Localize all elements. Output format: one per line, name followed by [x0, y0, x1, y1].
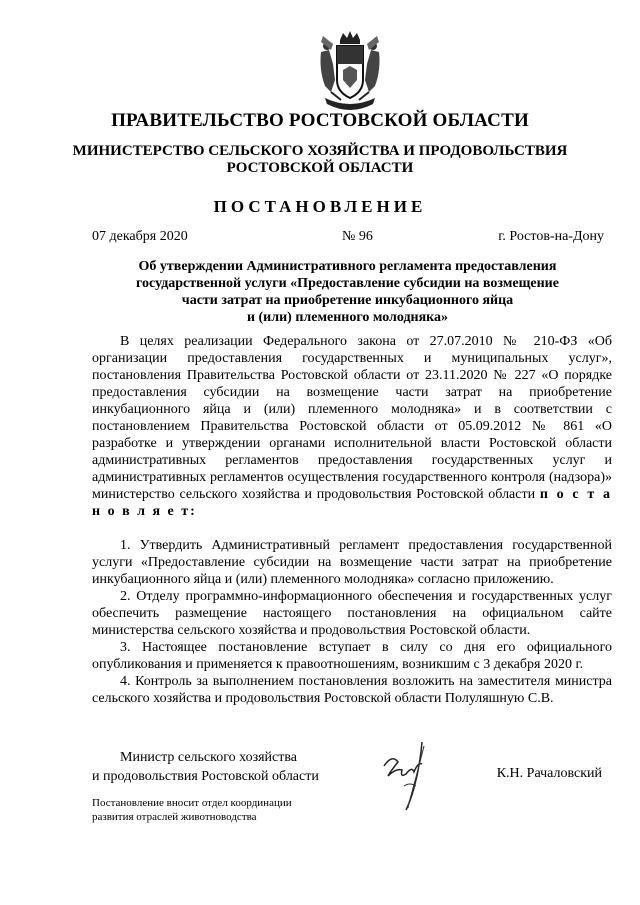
document-number: № 96: [342, 229, 373, 244]
document-city: г. Ростов-на-Дону: [498, 229, 604, 244]
signer-position-line-2: и продовольствия Ростовской области: [92, 769, 319, 784]
footnote-line-2: развития отраслей животноводства: [92, 811, 257, 823]
handwritten-signature-icon: [378, 736, 438, 816]
government-title: ПРАВИТЕЛЬСТВО РОСТОВСКОЙ ОБЛАСТИ: [111, 110, 529, 131]
ministry-name: [60, 143, 580, 177]
signer-position-line-1: Министр сельского хозяйства: [120, 750, 297, 765]
signer-name: К.Н. Рачаловский: [496, 766, 602, 781]
signer-position: [92, 748, 319, 786]
subject-line-4: и (или) племенного молодняка»: [246, 310, 449, 325]
document-footnote: [92, 796, 292, 824]
item-3: 3. Настоящее постановление вступает в силу со дня его официального опубликования и применяется к правоотношениям, возникшим с 3 декабря 2020 г.: [92, 640, 612, 672]
ministry-line-1: МИНИСТЕРСТВО СЕЛЬСКОГО ХОЗЯЙСТВА И ПРОДОВОЛЬСТВИЯ: [72, 143, 568, 159]
document-subject: [110, 258, 585, 326]
subject-line-2: государственной услуги «Предоставление субсидии на возмещение: [136, 276, 559, 291]
footnote-line-1: Постановление вносит отдел координации: [92, 797, 292, 809]
decree-word: п о с т а н о в л я е т:: [92, 487, 612, 519]
document-body: [92, 333, 612, 707]
preamble-text: В целях реализации Федерального закона от 27.07.2010 № 210-ФЗ «Об организации предоставления государственных и муниципальных услуг», постановления Правительства Ростовской области от 23.11.2020 № 227 «О порядке предоставления субсидии на возмещение части затрат на приобретение инкубационного яйца и (или) племенного молодняка» и в соответствии с постановлением Правительства Ростовской области от 05.09.2012 № 861 «О разработке и утверждении органами исполнительной власти Ростовской области административных регламентов предоставления государственных услуг и административных регламентов осуществления государственного контроля (надзора)» министерство сельского хозяйства и продовольствия Ростовской области: [92, 334, 612, 502]
item-2: 2. Отделу программно-информационного обеспечения и государственных услуг обеспечить размещение настоящего постановления на официальном сайте министерства сельского хозяйства и продовольствия Ростовской области.: [92, 589, 612, 638]
ministry-line-2: РОСТОВСКОЙ ОБЛАСТИ: [226, 160, 414, 176]
item-4: 4. Контроль за выполнением постановления возложить на заместителя министра сельского хозяйства и продовольствия Ростовской области Полуляшную С.В.: [92, 674, 612, 706]
coat-of-arms-icon: [317, 30, 383, 116]
item-1: 1. Утвердить Административный регламент предоставления государственной услуги «Предоставление субсидии на возмещение части затрат на приобретение инкубационного яйца и (или) племенного молодняка» согласно приложению.: [92, 538, 612, 587]
subject-line-1: Об утверждении Административного регламента предоставления: [138, 259, 557, 274]
subject-line-3: части затрат на приобретение инкубационного яйца: [181, 293, 514, 308]
document-meta: [92, 229, 604, 247]
preamble-paragraph: [92, 333, 612, 520]
document-type: ПОСТАНОВЛЕНИЕ: [213, 197, 427, 216]
document-date: 07 декабря 2020: [92, 229, 188, 244]
